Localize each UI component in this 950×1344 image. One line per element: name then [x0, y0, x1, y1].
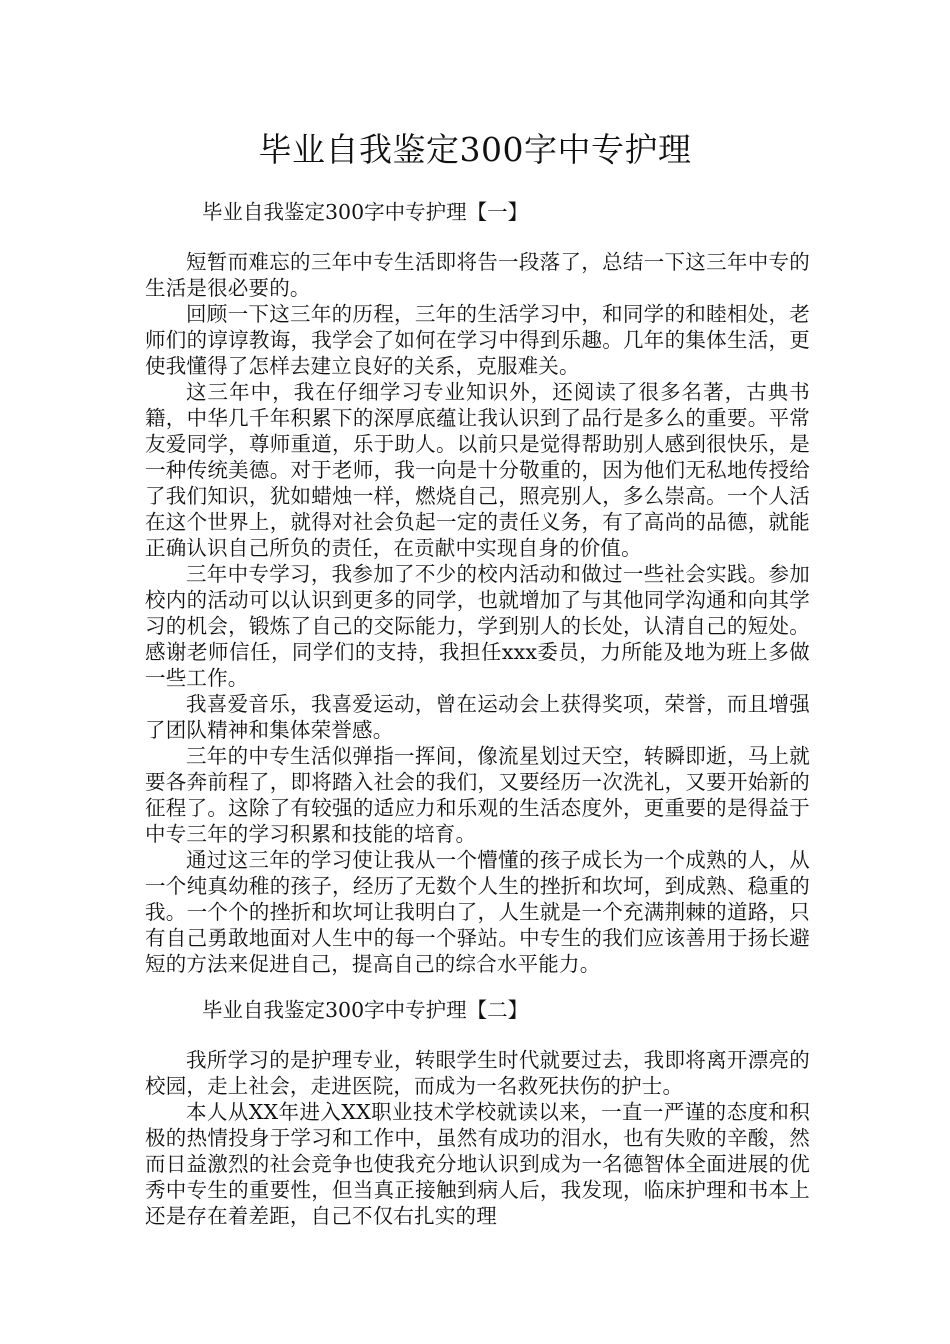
document-title: 毕业自我鉴定300字中专护理 [258, 130, 692, 169]
paragraph: 我所学习的是护理专业，转眼学生时代就要过去，我即将离开漂亮的校园，走上社会，走进医院，而成为一名救死扶伤的护士。 [145, 1048, 810, 1098]
section-body-1 [145, 249, 810, 977]
paragraph: 我喜爱音乐，我喜爱运动，曾在运动会上获得奖项，荣誉，而且增强了团队精神和集体荣誉感。 [145, 692, 810, 742]
paragraph: 通过这三年的学习使让我从一个懵懂的孩子成长为一个成熟的人，从一个纯真幼稚的孩子，经历了无数个人生的挫折和坎坷，到成熟、稳重的我。一个个的挫折和坎坷让我明白了，人生就是一个充满荆棘的道路，只有自己勇敢地面对人生中的每一个驿站。中专生的我们应该善用于扬长避短的方法来促进自己，提高自己的综合水平能力。 [145, 848, 810, 976]
section-heading-1: 毕业自我鉴定300字中专护理【一】 [202, 200, 529, 224]
paragraph: 三年的中专生活似弹指一挥间，像流星划过天空，转瞬即逝，马上就要各奔前程了，即将踏入社会的我们，又要经历一次洗礼，又要开始新的征程了。这除了有较强的适应力和乐观的生活态度外，更重要的是得益于中专三年的学习积累和技能的培育。 [145, 744, 810, 846]
paragraph: 三年中专学习，我参加了不少的校内活动和做过一些社会实践。参加校内的活动可以认识到更多的同学，也就增加了与其他同学沟通和向其学习的机会，锻炼了自己的交际能力，学到别人的长处，认清自己的短处。感谢老师信任，同学们的支持，我担任xxx委员，力所能及地为班上多做一些工作。 [145, 562, 810, 690]
section-heading-2: 毕业自我鉴定300字中专护理【二】 [202, 998, 529, 1022]
paragraph: 这三年中，我在仔细学习专业知识外，还阅读了很多名著，古典书籍，中华几千年积累下的深厚底蕴让我认识到了品行是多么的重要。平常友爱同学，尊师重道，乐于助人。以前只是觉得帮助别人感到很快乐，是一种传统美德。对于老师，我一向是十分敬重的，因为他们无私地传授给了我们知识，犹如蜡烛一样，燃烧自己，照亮别人，多么崇高。一个人活在这个世界上，就得对社会负起一定的责任义务，有了高尚的品德，就能正确认识自己所负的责任，在贡献中实现自身的价值。 [145, 380, 810, 560]
section-body-2 [145, 1047, 810, 1229]
paragraph: 短暂而难忘的三年中专生活即将告一段落了，总结一下这三年中专的生活是很必要的。 [145, 250, 810, 300]
paragraph: 本人从XX年进入XX职业技术学校就读以来，一直一严谨的态度和积极的热情投身于学习和工作中，虽然有成功的泪水，也有失败的辛酸，然而日益激烈的社会竞争也使我充分地认识到成为一名德智体全面进展的优秀中专生的重要性，但当真正接触到病人后，我发现，临床护理和书本上还是存在着差距，自己不仅右扎实的理 [145, 1100, 810, 1228]
paragraph: 回顾一下这三年的历程，三年的生活学习中，和同学的和睦相处，老师们的谆谆教诲，我学会了如何在学习中得到乐趣。几年的集体生活，更使我懂得了怎样去建立良好的关系，克服难关。 [145, 302, 810, 378]
